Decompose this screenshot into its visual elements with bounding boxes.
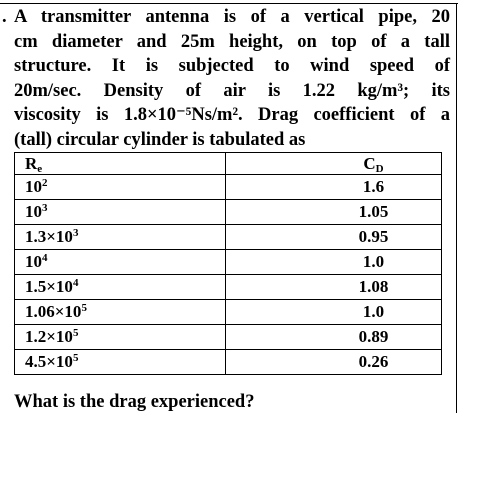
reynolds-cell: $1.2\times 10^5$ xyxy=(15,325,226,350)
cd-cell: 0.26 xyxy=(226,350,442,375)
header-reynolds: $R_e$ xyxy=(15,153,226,175)
list-bullet: . xyxy=(2,7,7,27)
problem-line: (tall) circular cylinder is tabulated as xyxy=(14,129,306,150)
table-row xyxy=(15,175,442,200)
frame-right-border xyxy=(456,3,457,413)
reynolds-cell: $10^3$ xyxy=(15,200,226,225)
reynolds-cell: $4.5\times 10^5$ xyxy=(15,350,226,375)
table-row xyxy=(15,300,442,325)
problem-line: structure. It is subjected to wind speed of xyxy=(14,56,450,77)
table-row xyxy=(15,350,442,375)
reynolds-cell: $10^4$ xyxy=(15,250,226,275)
table-row xyxy=(15,250,442,275)
header-drag-coefficient: $C_D$ xyxy=(226,153,442,175)
problem-line: A transmitter antenna is of a vertical pipe, 20 xyxy=(14,7,450,27)
frame-top-border xyxy=(0,3,458,4)
cd-cell: 1.6 xyxy=(226,175,442,200)
problem-line: 20m/sec. Density of air is 1.22 kg/m³; its xyxy=(14,80,450,101)
drag-coefficient-table xyxy=(14,152,442,375)
cd-cell: 1.0 xyxy=(226,300,442,325)
cd-cell: 0.95 xyxy=(226,225,442,250)
cd-cell: 0.89 xyxy=(226,325,442,350)
cd-cell: 1.0 xyxy=(226,250,442,275)
problem-statement xyxy=(14,5,450,153)
problem-line: cm diameter and 25m height, on top of a tall xyxy=(14,31,450,52)
reynolds-cell: $1.3\times 10^3$ xyxy=(15,225,226,250)
reynolds-cell: $10^2$ xyxy=(15,175,226,200)
problem-line: viscosity is 1.8×10⁻⁵Ns/m². Drag coefficient of a xyxy=(14,105,450,126)
table-row xyxy=(15,200,442,225)
table-header-row xyxy=(15,153,442,175)
table-row xyxy=(15,275,442,300)
reynolds-cell: $1.5\times 10^4$ xyxy=(15,275,226,300)
table-row xyxy=(15,225,442,250)
cd-cell: 1.08 xyxy=(226,275,442,300)
reynolds-cell: $1.06\times 10^5$ xyxy=(15,300,226,325)
cd-cell: 1.05 xyxy=(226,200,442,225)
table-row xyxy=(15,325,442,350)
question-text: What is the drag experienced? xyxy=(14,392,255,412)
